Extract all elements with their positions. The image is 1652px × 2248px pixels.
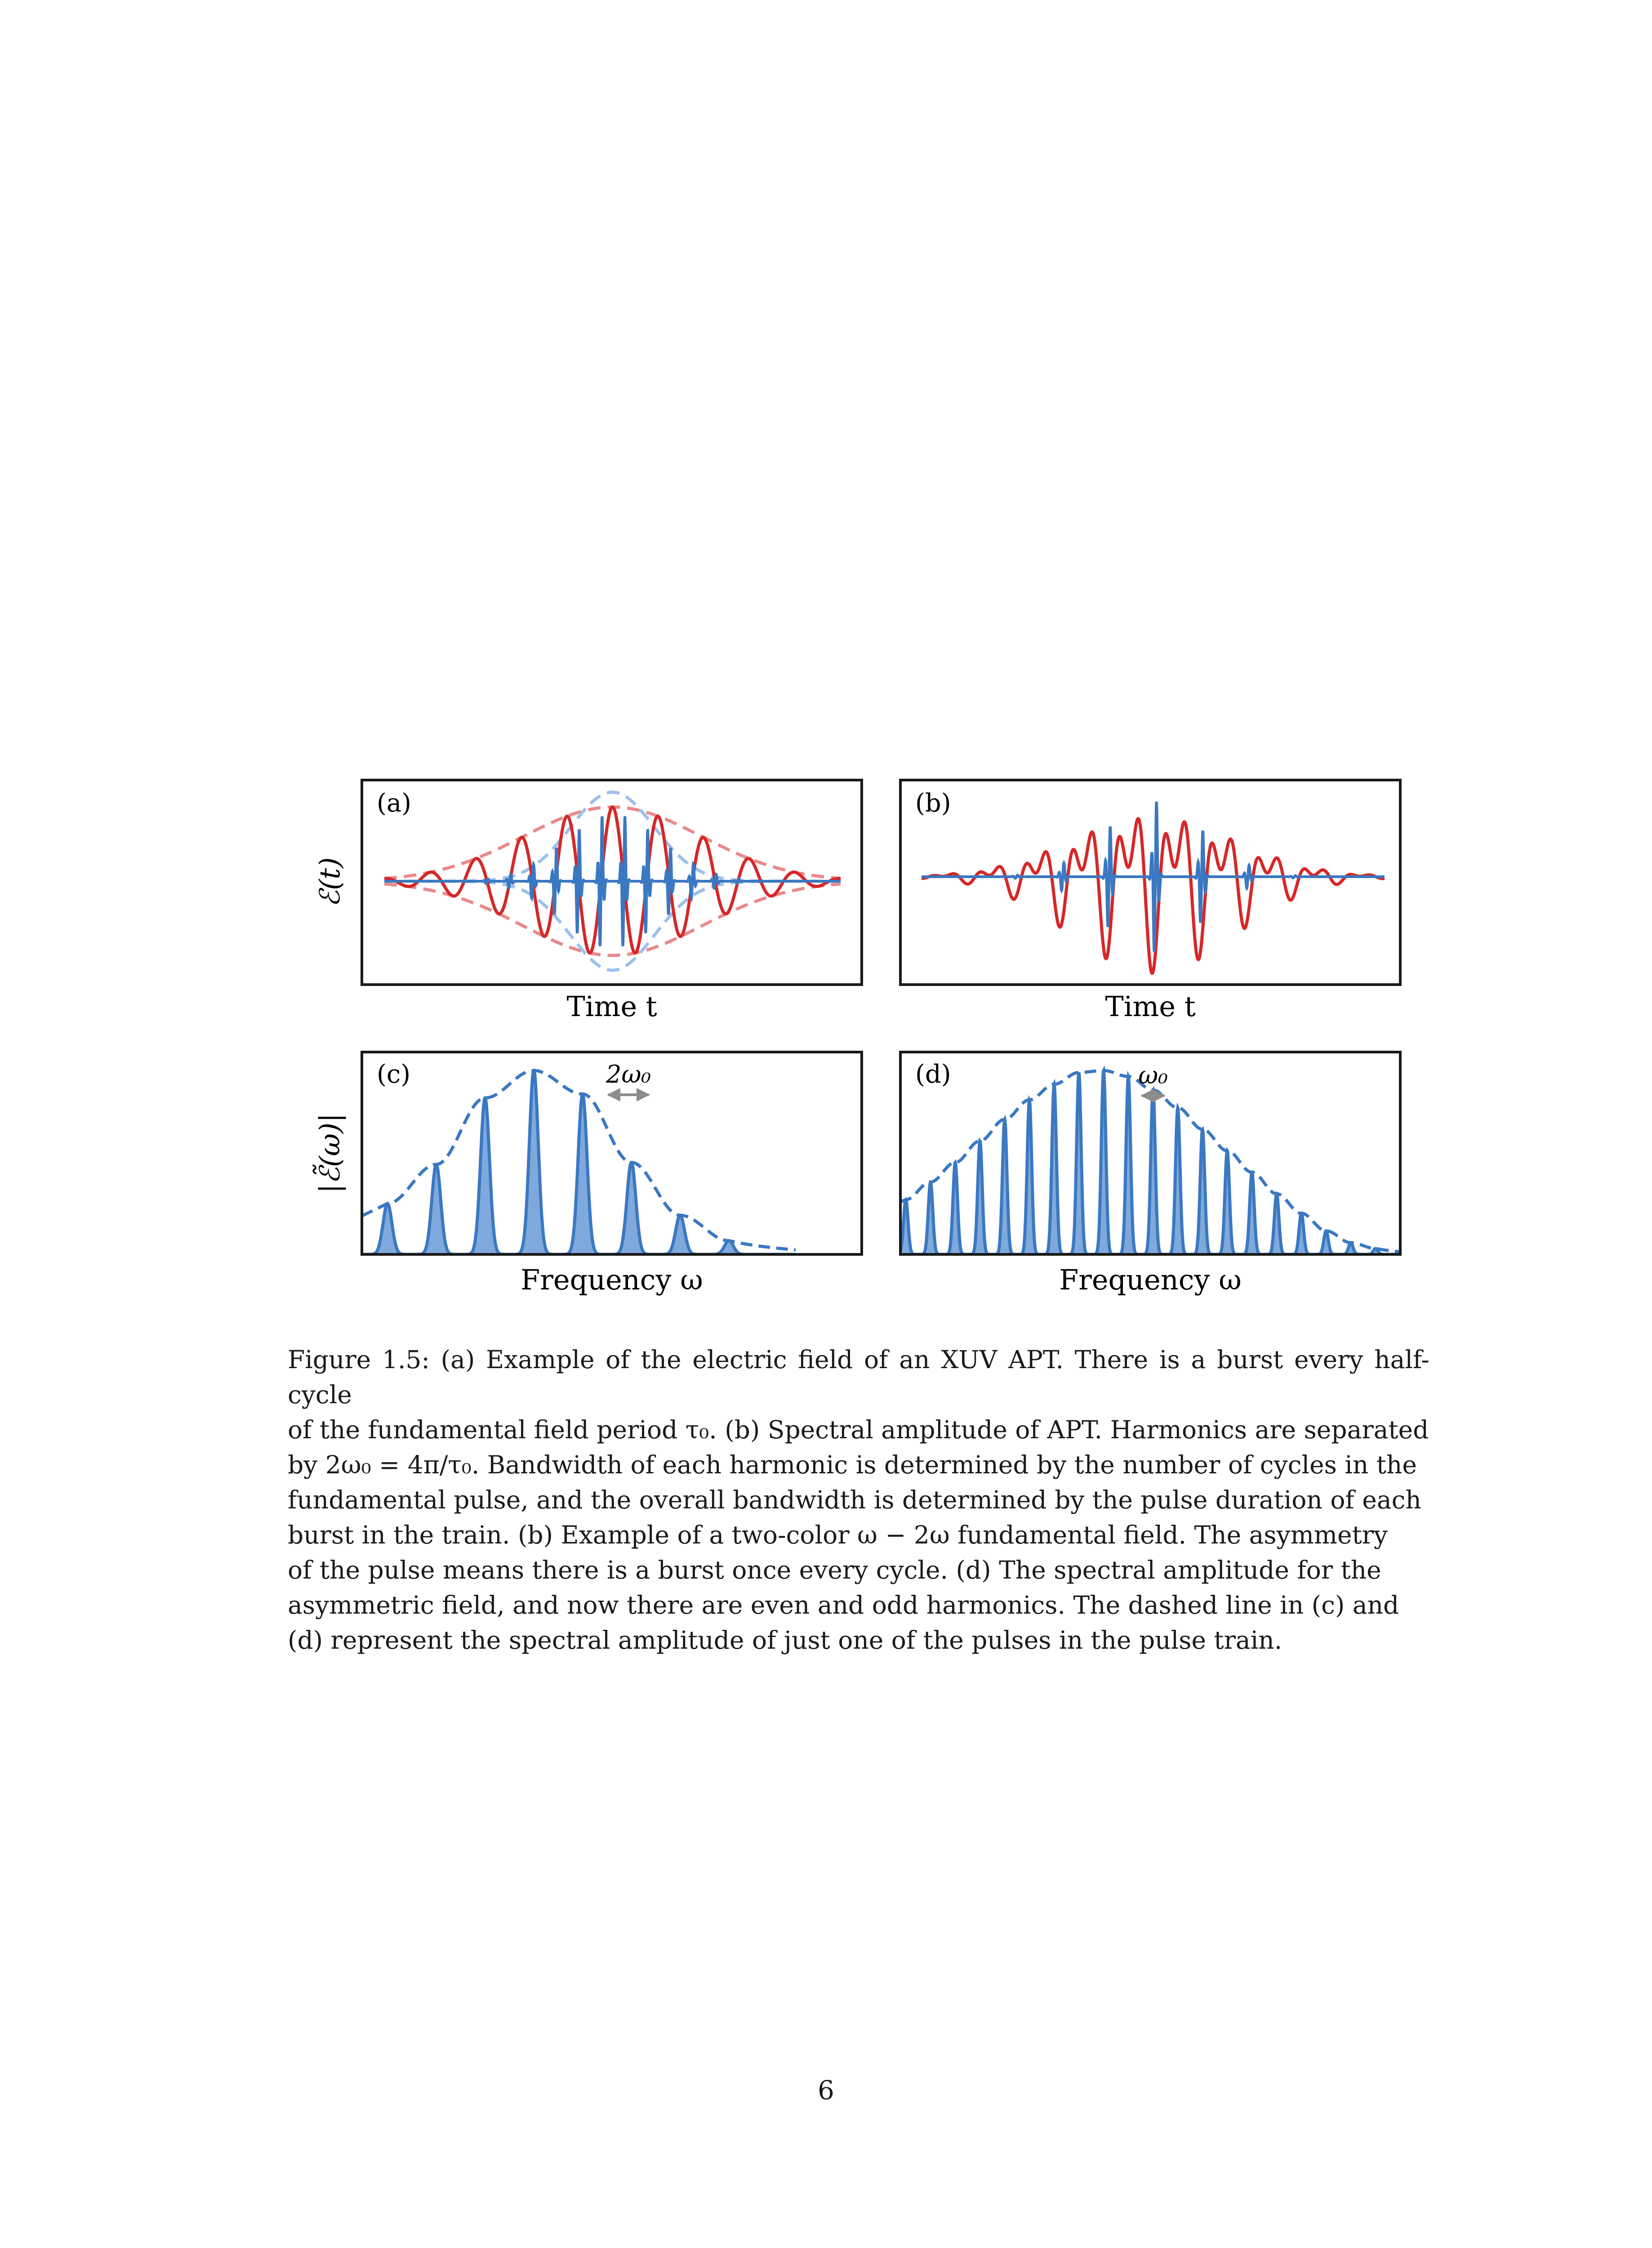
panel-d <box>900 1052 1418 1296</box>
panel-a-xlabel: Time t <box>566 990 657 1023</box>
caption-line: Figure 1.5: (a) Example of the electric field of an XUV APT. There is a burst every half-cycle <box>288 1345 1429 1409</box>
panel-d-plot-area <box>900 1070 1418 1259</box>
panel-b <box>900 780 1400 1023</box>
panel-b-label: (b) <box>915 789 951 818</box>
panel-c <box>312 1052 862 1296</box>
caption-line: (d) represent the spectral amplitude of just one of the pulses in the pulse train. <box>288 1626 1282 1655</box>
caption-line: of the fundamental field period τ₀. (b) Spectral amplitude of APT. Harmonics are separated <box>288 1415 1429 1444</box>
panel-c-label: (c) <box>377 1060 411 1089</box>
panel-b-xlabel: Time t <box>1105 990 1196 1023</box>
xuv-pulse-train-line <box>384 816 841 946</box>
fundamental-envelope-upper <box>384 807 841 879</box>
panel-a <box>313 780 862 1023</box>
panel-c-ylabel: |ℰ̃(ω)| <box>313 1113 346 1194</box>
xuv-burst-line <box>922 802 1385 951</box>
harmonic-spacing-label: 2ω₀ <box>606 1060 651 1088</box>
page-number: 6 <box>818 2075 834 2105</box>
panel-d-label: (d) <box>915 1060 951 1089</box>
panel-c-xlabel: Frequency ω <box>521 1263 703 1296</box>
panel-a-ylabel: ℰ(t) <box>313 857 346 907</box>
figure-caption <box>288 1342 1429 1658</box>
panel-a-label: (a) <box>377 789 412 818</box>
caption-line: by 2ω₀ = 4π/τ₀. Bandwidth of each harmonic is determined by the number of cycles in the <box>288 1450 1417 1479</box>
caption-line: asymmetric field, and now there are even and odd harmonics. The dashed line in (c) and <box>288 1591 1399 1619</box>
panel-b-plot-area <box>922 802 1385 973</box>
caption-line: burst in the train. (b) Example of a two-color ω − 2ω fundamental field. The asymmetry <box>288 1521 1388 1549</box>
harmonic-spacing-label: ω₀ <box>1138 1061 1168 1089</box>
panel-d-xlabel: Frequency ω <box>1059 1263 1242 1296</box>
panel-a-plot-area <box>384 792 841 970</box>
caption-line: fundamental pulse, and the overall bandwidth is determined by the pulse duration of each <box>288 1485 1421 1514</box>
caption-line: of the pulse means there is a burst once every cycle. (d) The spectral amplitude for the <box>288 1556 1381 1584</box>
panel-c-plot-area <box>362 1070 796 1259</box>
